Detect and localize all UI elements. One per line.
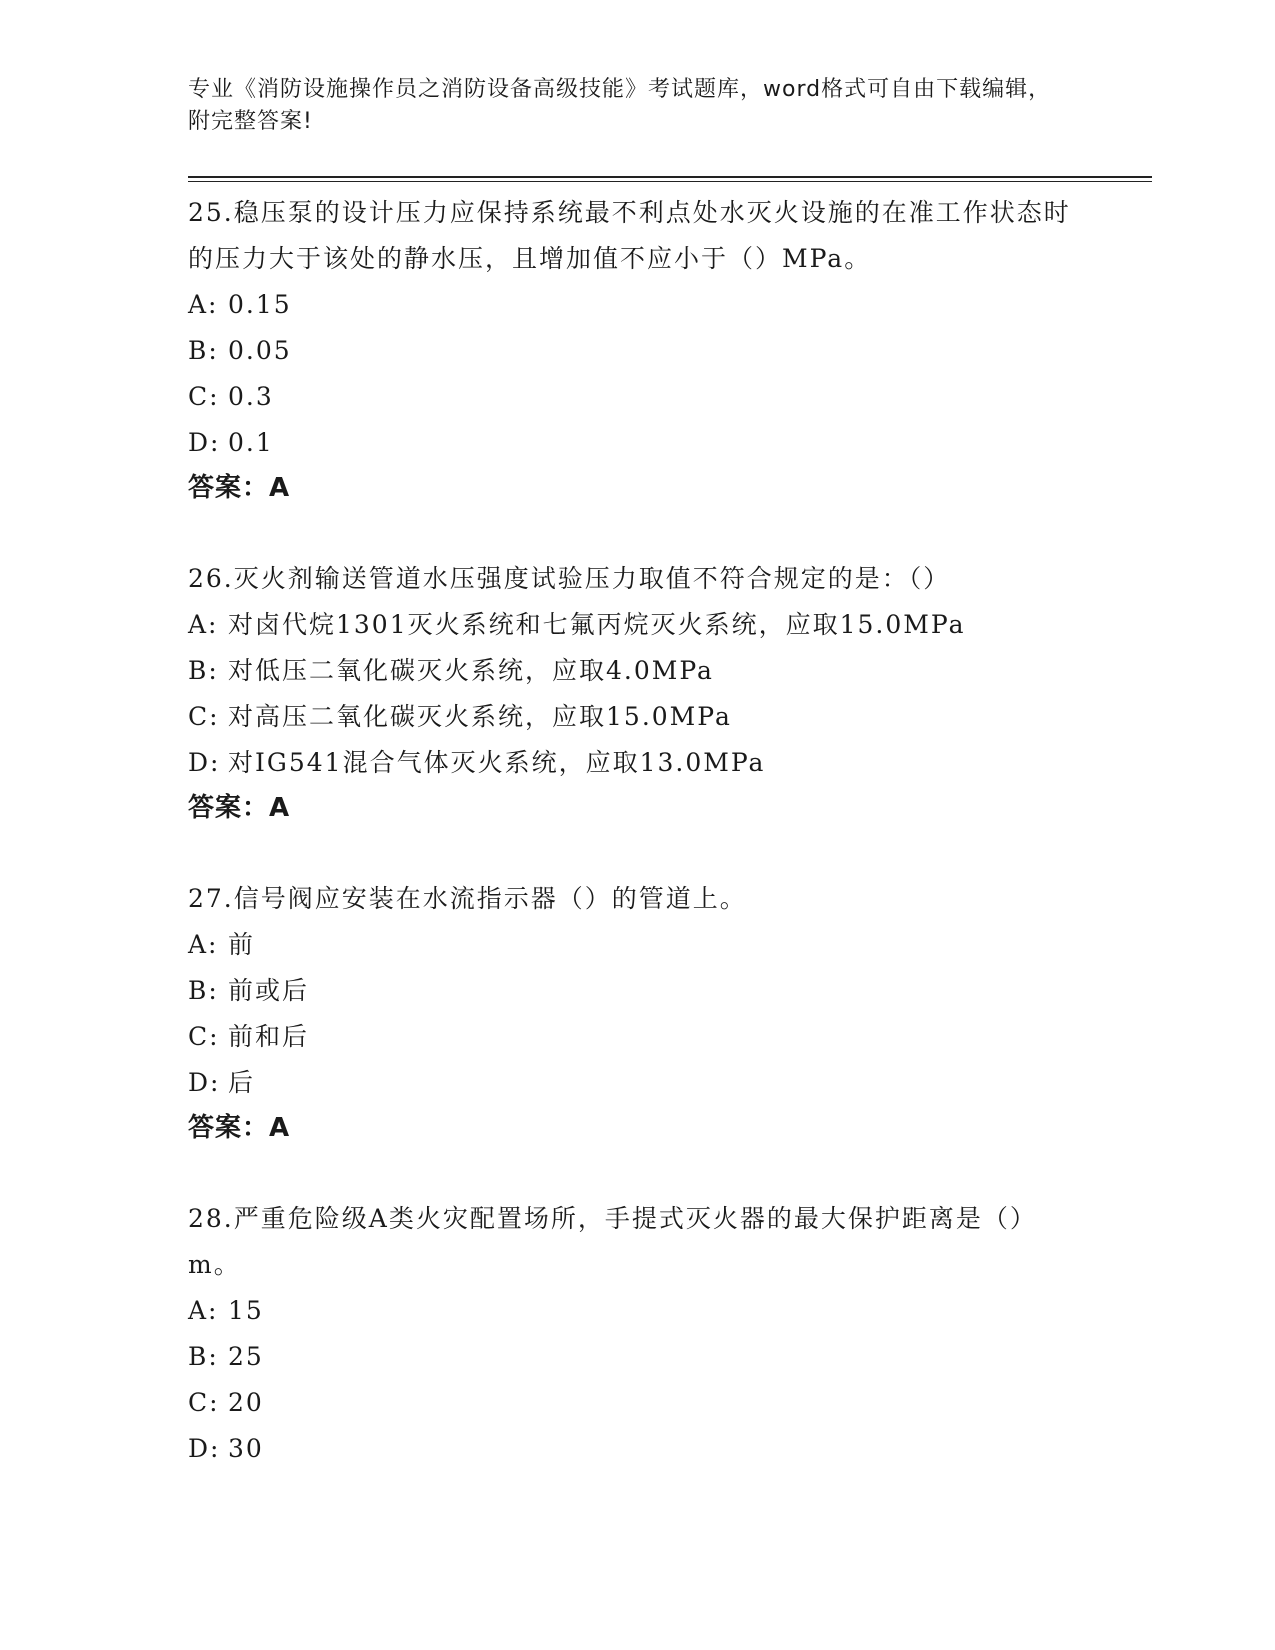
option-text: 前和后 (228, 1022, 310, 1051)
option-d (188, 420, 1088, 466)
header-divider-thick (188, 176, 1152, 178)
answer-value: A (269, 473, 291, 503)
option-text: 30 (228, 1434, 264, 1463)
option-letter: C: (188, 702, 220, 731)
option-b (188, 968, 1088, 1014)
question-list (188, 190, 1088, 1518)
document-header: 专业《消防设施操作员之消防设备高级技能》考试题库，word格式可自由下载编辑，附完整答案! (188, 77, 1052, 134)
option-a (188, 282, 1088, 328)
question-25 (188, 190, 1088, 510)
question-26 (188, 556, 1088, 830)
option-letter: C: (188, 382, 220, 411)
option-letter: D: (188, 428, 221, 457)
option-text: 前或后 (228, 976, 310, 1005)
question-stem: 26.灭火剂输送管道水压强度试验压力取值不符合规定的是：（） (188, 564, 951, 593)
option-letter: B: (188, 336, 219, 365)
question-stem: 27.信号阀应安装在水流指示器（）的管道上。 (188, 884, 747, 913)
option-text: 对低压二氧化碳灭火系统，应取4.0MPa (228, 656, 714, 685)
option-c (188, 694, 1088, 740)
question-27 (188, 876, 1088, 1150)
option-text: 前 (228, 930, 256, 959)
option-c (188, 1380, 1088, 1426)
answer-value: A (269, 793, 291, 823)
option-text: 对IG541混合气体灭火系统，应取13.0MPa (228, 748, 766, 777)
option-letter: A: (188, 1296, 219, 1325)
answer-label: 答案： (188, 793, 270, 823)
option-a (188, 922, 1088, 968)
option-letter: A: (188, 290, 219, 319)
answer-value: A (269, 1113, 291, 1143)
option-letter: D: (188, 1434, 221, 1463)
answer-line (188, 466, 1088, 510)
option-letter: A: (188, 930, 219, 959)
option-letter: B: (188, 1342, 219, 1371)
option-text: 0.1 (228, 428, 274, 457)
option-letter: A: (188, 610, 219, 639)
question-stem: 25.稳压泵的设计压力应保持系统最不利点处水灭火设施的在准工作状态时的压力大于该处的静水压，且增加值不应小于（）MPa。 (188, 198, 1071, 273)
option-letter: C: (188, 1022, 220, 1051)
option-d (188, 1426, 1088, 1472)
option-a (188, 602, 1088, 648)
option-d (188, 740, 1088, 786)
option-text: 后 (228, 1068, 256, 1097)
answer-label: 答案： (188, 473, 270, 503)
option-text: 0.15 (228, 290, 292, 319)
option-letter: B: (188, 976, 219, 1005)
option-text: 20 (228, 1388, 264, 1417)
answer-line (188, 786, 1088, 830)
option-text: 对高压二氧化碳灭火系统，应取15.0MPa (228, 702, 732, 731)
option-b (188, 328, 1088, 374)
question-stem: 28.严重危险级A类火灾配置场所，手提式灭火器的最大保护距离是（）m。 (188, 1204, 1037, 1279)
option-text: 0.05 (228, 336, 292, 365)
option-c (188, 1014, 1088, 1060)
option-letter: C: (188, 1388, 220, 1417)
option-letter: D: (188, 1068, 221, 1097)
answer-line (188, 1106, 1088, 1150)
option-letter: D: (188, 748, 221, 777)
option-d (188, 1060, 1088, 1106)
option-letter: B: (188, 656, 219, 685)
option-c (188, 374, 1088, 420)
answer-label: 答案： (188, 1113, 270, 1143)
option-text: 25 (228, 1342, 264, 1371)
option-text: 15 (228, 1296, 264, 1325)
option-b (188, 1334, 1088, 1380)
option-text: 对卤代烷1301灭火系统和七氟丙烷灭火系统，应取15.0MPa (228, 610, 966, 639)
option-a (188, 1288, 1088, 1334)
option-b (188, 648, 1088, 694)
option-text: 0.3 (228, 382, 274, 411)
header-divider-thin (188, 181, 1152, 182)
question-28 (188, 1196, 1088, 1472)
